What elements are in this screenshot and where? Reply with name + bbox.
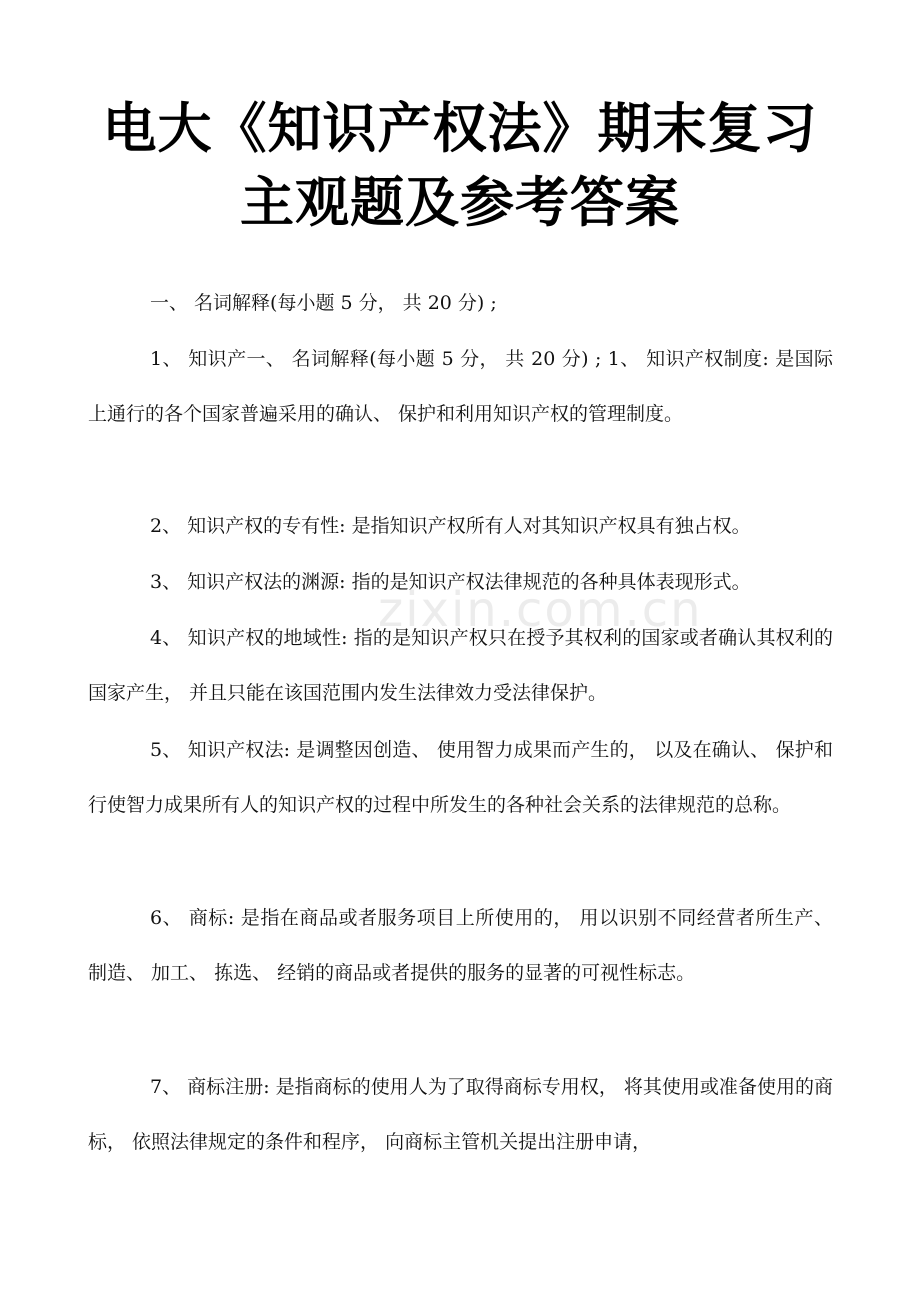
document-title-line-1: 电大《知识产权法》期末复习 <box>102 97 818 160</box>
document-title-line-2: 主观题及参考答案 <box>240 171 680 234</box>
paragraph-item-1: 1、 知识产一、 名词解释(每小题 5 分， 共 20 分) ; 1、 知识产权制度: 是国际上通行的各个国家普遍采用的确认、 保护和利用知识产权的管理制度。 <box>88 348 833 425</box>
paragraph-item-5: 5、 知识产权法: 是调整因创造、 使用智力成果而产生的， 以及在确认、 保护和行使智力成果所有人的知识产权的过程中所发生的各种社会关系的法律规范的总称。 <box>88 739 833 816</box>
watermark-text: zixin.com.cn <box>378 582 703 638</box>
paragraph-item-3: 3、 知识产权法的渊源: 指的是知识产权法律规范的各种具体表现形式。 <box>150 571 751 593</box>
paragraph-item-6: 6、 商标: 是指在商品或者服务项目上所使用的， 用以识别不同经营者所生产、 制造、 加工、 拣选、 经销的商品或者提供的服务的显著的可视性标志。 <box>88 907 833 984</box>
paragraph-item-4: 4、 知识产权的地域性: 指的是知识产权只在授予其权利的国家或者确认其权利的国家产生， 并且只能在该国范围内发生法律效力受法律保护。 <box>88 627 833 704</box>
section-heading-paragraph: 一、 名词解释(每小题 5 分， 共 20 分) ; <box>150 292 497 314</box>
paragraph-item-2: 2、 知识产权的专有性: 是指知识产权所有人对其知识产权具有独占权。 <box>150 515 751 537</box>
paragraph-item-7: 7、 商标注册: 是指商标的使用人为了取得商标专用权， 将其使用或准备使用的商标， 依照法律规定的条件和程序， 向商标主管机关提出注册申请， <box>88 1076 833 1153</box>
